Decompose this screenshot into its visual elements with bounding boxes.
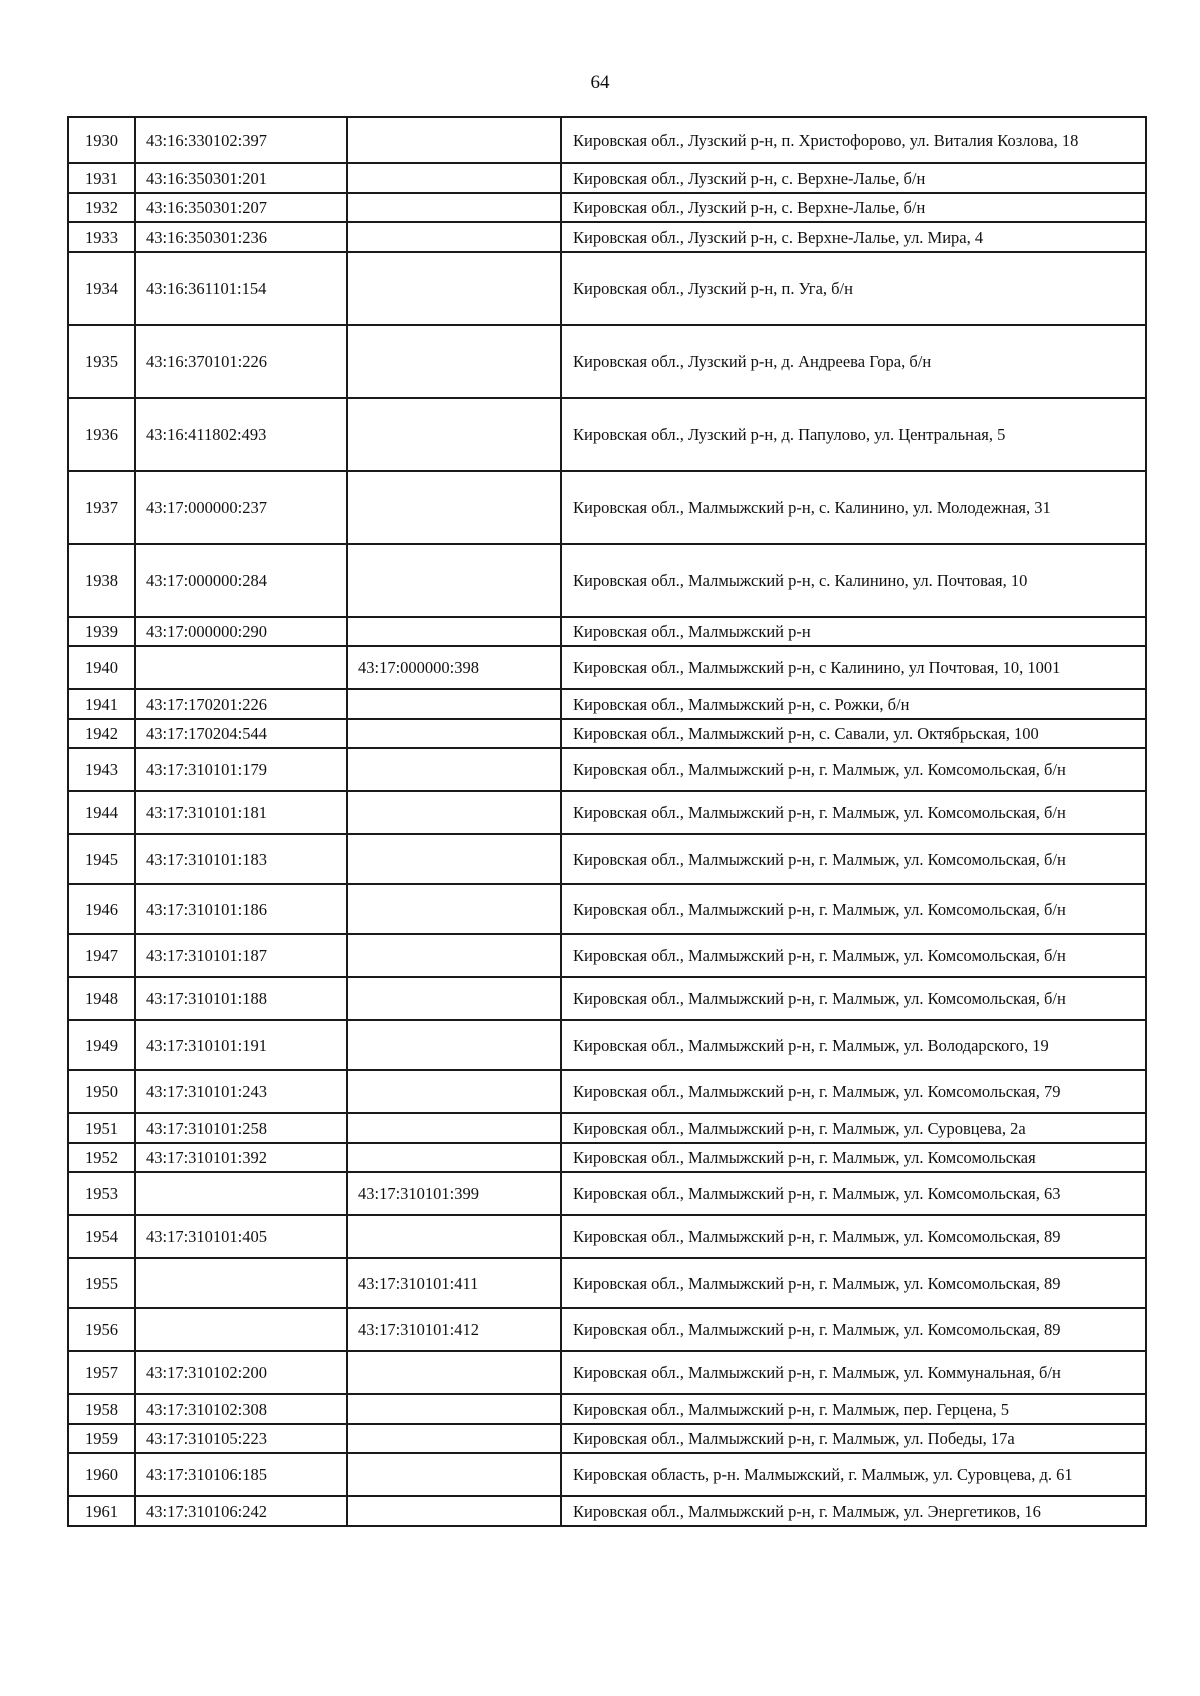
row-number-cell: 1943 — [68, 748, 135, 791]
address-cell: Кировская обл., Лузский р-н, п. Христофорово, ул. Виталия Козлова, 18 — [561, 117, 1146, 163]
table-row — [68, 1424, 1146, 1453]
row-number-cell: 1942 — [68, 719, 135, 748]
address-cell: Кировская обл., Малмыжский р-н — [561, 617, 1146, 646]
row-number-cell: 1950 — [68, 1070, 135, 1113]
table-row — [68, 252, 1146, 325]
cadastral-number-cell — [135, 1308, 347, 1351]
address-cell: Кировская обл., Малмыжский р-н, г. Малмыж, ул. Комсомольская — [561, 1143, 1146, 1172]
cadastral-number-cell: 43:17:310101:191 — [135, 1020, 347, 1070]
cadastral-number-alt-cell: 43:17:310101:412 — [347, 1308, 561, 1351]
cadastral-number-alt-cell — [347, 252, 561, 325]
page-number: 64 — [590, 72, 610, 93]
cadastral-number-cell: 43:17:000000:284 — [135, 544, 347, 617]
cadastral-number-cell: 43:16:330102:397 — [135, 117, 347, 163]
address-cell: Кировская обл., Малмыжский р-н, с. Савали, ул. Октябрьская, 100 — [561, 719, 1146, 748]
table-row — [68, 689, 1146, 719]
cadastral-number-cell: 43:16:361101:154 — [135, 252, 347, 325]
row-number-cell: 1951 — [68, 1113, 135, 1143]
row-number-cell: 1930 — [68, 117, 135, 163]
table-row — [68, 791, 1146, 834]
row-number-cell: 1935 — [68, 325, 135, 398]
table-row — [68, 617, 1146, 646]
cadastral-number-alt-cell — [347, 748, 561, 791]
address-cell: Кировская область, р-н. Малмыжский, г. Малмыж, ул. Суровцева, д. 61 — [561, 1453, 1146, 1496]
row-number-cell: 1957 — [68, 1351, 135, 1394]
row-number-cell: 1944 — [68, 791, 135, 834]
row-number-cell: 1940 — [68, 646, 135, 689]
table-row — [68, 834, 1146, 884]
address-cell: Кировская обл., Малмыжский р-н, с Калинино, ул Почтовая, 10, 1001 — [561, 646, 1146, 689]
row-number-cell: 1959 — [68, 1424, 135, 1453]
table-row — [68, 1258, 1146, 1308]
table-row — [68, 1020, 1146, 1070]
address-cell: Кировская обл., Лузский р-н, с. Верхне-Лалье, б/н — [561, 193, 1146, 222]
address-cell: Кировская обл., Малмыжский р-н, г. Малмыж, ул. Комсомольская, б/н — [561, 748, 1146, 791]
address-cell: Кировская обл., Малмыжский р-н, г. Малмыж, ул. Комсомольская, 89 — [561, 1258, 1146, 1308]
cadastral-number-alt-cell — [347, 222, 561, 252]
address-cell: Кировская обл., Малмыжский р-н, г. Малмыж, ул. Комсомольская, 89 — [561, 1215, 1146, 1258]
row-number-cell: 1953 — [68, 1172, 135, 1215]
cadastral-number-alt-cell — [347, 977, 561, 1020]
address-cell: Кировская обл., Малмыжский р-н, с. Рожки, б/н — [561, 689, 1146, 719]
address-cell: Кировская обл., Малмыжский р-н, г. Малмыж, ул. Комсомольская, б/н — [561, 791, 1146, 834]
table-row — [68, 1172, 1146, 1215]
row-number-cell: 1946 — [68, 884, 135, 934]
table-row — [68, 398, 1146, 471]
address-cell: Кировская обл., Малмыжский р-н, г. Малмыж, ул. Комсомольская, 79 — [561, 1070, 1146, 1113]
row-number-cell: 1947 — [68, 934, 135, 977]
cadastral-number-cell: 43:17:170201:226 — [135, 689, 347, 719]
cadastral-number-alt-cell: 43:17:000000:398 — [347, 646, 561, 689]
cadastral-number-cell: 43:17:000000:237 — [135, 471, 347, 544]
cadastral-number-alt-cell — [347, 163, 561, 193]
address-cell: Кировская обл., Малмыжский р-н, г. Малмыж, ул. Комсомольская, б/н — [561, 834, 1146, 884]
cadastral-number-alt-cell — [347, 617, 561, 646]
address-cell: Кировская обл., Малмыжский р-н, г. Малмыж, ул. Коммунальная, б/н — [561, 1351, 1146, 1394]
address-cell: Кировская обл., Малмыжский р-н, г. Малмыж, ул. Володарского, 19 — [561, 1020, 1146, 1070]
address-cell: Кировская обл., Малмыжский р-н, г. Малмыж, пер. Герцена, 5 — [561, 1394, 1146, 1424]
registry-table — [67, 116, 1147, 1527]
cadastral-number-alt-cell — [347, 471, 561, 544]
cadastral-number-cell: 43:16:370101:226 — [135, 325, 347, 398]
cadastral-number-alt-cell — [347, 1070, 561, 1113]
cadastral-number-alt-cell — [347, 1496, 561, 1526]
row-number-cell: 1958 — [68, 1394, 135, 1424]
cadastral-number-cell: 43:17:310101:183 — [135, 834, 347, 884]
address-cell: Кировская обл., Малмыжский р-н, г. Малмыж, ул. Суровцева, 2а — [561, 1113, 1146, 1143]
cadastral-number-alt-cell — [347, 1351, 561, 1394]
row-number-cell: 1937 — [68, 471, 135, 544]
cadastral-number-alt-cell — [347, 193, 561, 222]
table-row — [68, 544, 1146, 617]
address-cell: Кировская обл., Лузский р-н, д. Папулово, ул. Центральная, 5 — [561, 398, 1146, 471]
address-cell: Кировская обл., Малмыжский р-н, с. Калинино, ул. Почтовая, 10 — [561, 544, 1146, 617]
cadastral-number-cell — [135, 646, 347, 689]
row-number-cell: 1939 — [68, 617, 135, 646]
address-cell: Кировская обл., Малмыжский р-н, г. Малмыж, ул. Комсомольская, 63 — [561, 1172, 1146, 1215]
cadastral-number-cell: 43:17:310102:308 — [135, 1394, 347, 1424]
cadastral-number-alt-cell — [347, 934, 561, 977]
row-number-cell: 1952 — [68, 1143, 135, 1172]
address-cell: Кировская обл., Малмыжский р-н, г. Малмыж, ул. Комсомольская, б/н — [561, 934, 1146, 977]
table-row — [68, 1351, 1146, 1394]
cadastral-number-cell: 43:17:310101:186 — [135, 884, 347, 934]
table-row — [68, 471, 1146, 544]
table-row — [68, 1070, 1146, 1113]
cadastral-number-cell: 43:17:310106:185 — [135, 1453, 347, 1496]
cadastral-number-cell: 43:17:170204:544 — [135, 719, 347, 748]
address-cell: Кировская обл., Малмыжский р-н, г. Малмыж, ул. Комсомольская, б/н — [561, 884, 1146, 934]
cadastral-number-alt-cell: 43:17:310101:399 — [347, 1172, 561, 1215]
cadastral-number-alt-cell — [347, 1143, 561, 1172]
row-number-cell: 1941 — [68, 689, 135, 719]
table-row — [68, 719, 1146, 748]
cadastral-number-alt-cell — [347, 834, 561, 884]
row-number-cell: 1949 — [68, 1020, 135, 1070]
table-row — [68, 1215, 1146, 1258]
cadastral-number-cell: 43:17:310102:200 — [135, 1351, 347, 1394]
cadastral-number-alt-cell — [347, 1215, 561, 1258]
cadastral-number-cell: 43:16:350301:201 — [135, 163, 347, 193]
cadastral-number-cell: 43:17:310101:181 — [135, 791, 347, 834]
cadastral-number-cell: 43:16:411802:493 — [135, 398, 347, 471]
table-row — [68, 325, 1146, 398]
cadastral-number-alt-cell — [347, 398, 561, 471]
table-row — [68, 1143, 1146, 1172]
cadastral-number-cell: 43:17:310101:179 — [135, 748, 347, 791]
row-number-cell: 1954 — [68, 1215, 135, 1258]
row-number-cell: 1931 — [68, 163, 135, 193]
cadastral-number-alt-cell — [347, 1020, 561, 1070]
registry-body — [68, 117, 1146, 1526]
cadastral-number-alt-cell — [347, 325, 561, 398]
address-cell: Кировская обл., Малмыжский р-н, г. Малмыж, ул. Комсомольская, б/н — [561, 977, 1146, 1020]
table-row — [68, 1394, 1146, 1424]
table-row — [68, 884, 1146, 934]
cadastral-number-alt-cell — [347, 719, 561, 748]
address-cell: Кировская обл., Лузский р-н, п. Уга, б/н — [561, 252, 1146, 325]
cadastral-number-cell: 43:17:000000:290 — [135, 617, 347, 646]
cadastral-number-alt-cell — [347, 1113, 561, 1143]
cadastral-number-alt-cell: 43:17:310101:411 — [347, 1258, 561, 1308]
address-cell: Кировская обл., Малмыжский р-н, г. Малмыж, ул. Энергетиков, 16 — [561, 1496, 1146, 1526]
cadastral-number-cell: 43:17:310101:405 — [135, 1215, 347, 1258]
table-row — [68, 748, 1146, 791]
row-number-cell: 1945 — [68, 834, 135, 884]
cadastral-number-cell — [135, 1172, 347, 1215]
address-cell: Кировская обл., Лузский р-н, с. Верхне-Лалье, ул. Мира, 4 — [561, 222, 1146, 252]
row-number-cell: 1948 — [68, 977, 135, 1020]
cadastral-number-cell: 43:17:310101:243 — [135, 1070, 347, 1113]
cadastral-number-alt-cell — [347, 1453, 561, 1496]
row-number-cell: 1960 — [68, 1453, 135, 1496]
address-cell: Кировская обл., Лузский р-н, д. Андреева Гора, б/н — [561, 325, 1146, 398]
cadastral-number-alt-cell — [347, 544, 561, 617]
cadastral-number-cell: 43:17:310101:187 — [135, 934, 347, 977]
row-number-cell: 1955 — [68, 1258, 135, 1308]
table-row — [68, 117, 1146, 163]
cadastral-number-alt-cell — [347, 117, 561, 163]
cadastral-number-cell: 43:17:310106:242 — [135, 1496, 347, 1526]
cadastral-number-alt-cell — [347, 791, 561, 834]
table-row — [68, 163, 1146, 193]
row-number-cell: 1938 — [68, 544, 135, 617]
row-number-cell: 1934 — [68, 252, 135, 325]
table-row — [68, 646, 1146, 689]
row-number-cell: 1933 — [68, 222, 135, 252]
cadastral-number-cell: 43:17:310101:258 — [135, 1113, 347, 1143]
address-cell: Кировская обл., Малмыжский р-н, г. Малмыж, ул. Комсомольская, 89 — [561, 1308, 1146, 1351]
cadastral-number-alt-cell — [347, 1394, 561, 1424]
table-row — [68, 977, 1146, 1020]
address-cell: Кировская обл., Малмыжский р-н, г. Малмыж, ул. Победы, 17а — [561, 1424, 1146, 1453]
cadastral-number-cell: 43:17:310101:392 — [135, 1143, 347, 1172]
table-row — [68, 222, 1146, 252]
cadastral-number-cell — [135, 1258, 347, 1308]
row-number-cell: 1961 — [68, 1496, 135, 1526]
row-number-cell: 1956 — [68, 1308, 135, 1351]
address-cell: Кировская обл., Лузский р-н, с. Верхне-Лалье, б/н — [561, 163, 1146, 193]
cadastral-number-alt-cell — [347, 689, 561, 719]
cadastral-number-cell: 43:16:350301:236 — [135, 222, 347, 252]
cadastral-number-cell: 43:17:310101:188 — [135, 977, 347, 1020]
cadastral-number-alt-cell — [347, 884, 561, 934]
row-number-cell: 1932 — [68, 193, 135, 222]
cadastral-number-alt-cell — [347, 1424, 561, 1453]
address-cell: Кировская обл., Малмыжский р-н, с. Калинино, ул. Молодежная, 31 — [561, 471, 1146, 544]
table-row — [68, 1496, 1146, 1526]
table-row — [68, 934, 1146, 977]
table-row — [68, 193, 1146, 222]
cadastral-number-cell: 43:16:350301:207 — [135, 193, 347, 222]
cadastral-number-cell: 43:17:310105:223 — [135, 1424, 347, 1453]
table-row — [68, 1113, 1146, 1143]
table-row — [68, 1308, 1146, 1351]
row-number-cell: 1936 — [68, 398, 135, 471]
table-row — [68, 1453, 1146, 1496]
